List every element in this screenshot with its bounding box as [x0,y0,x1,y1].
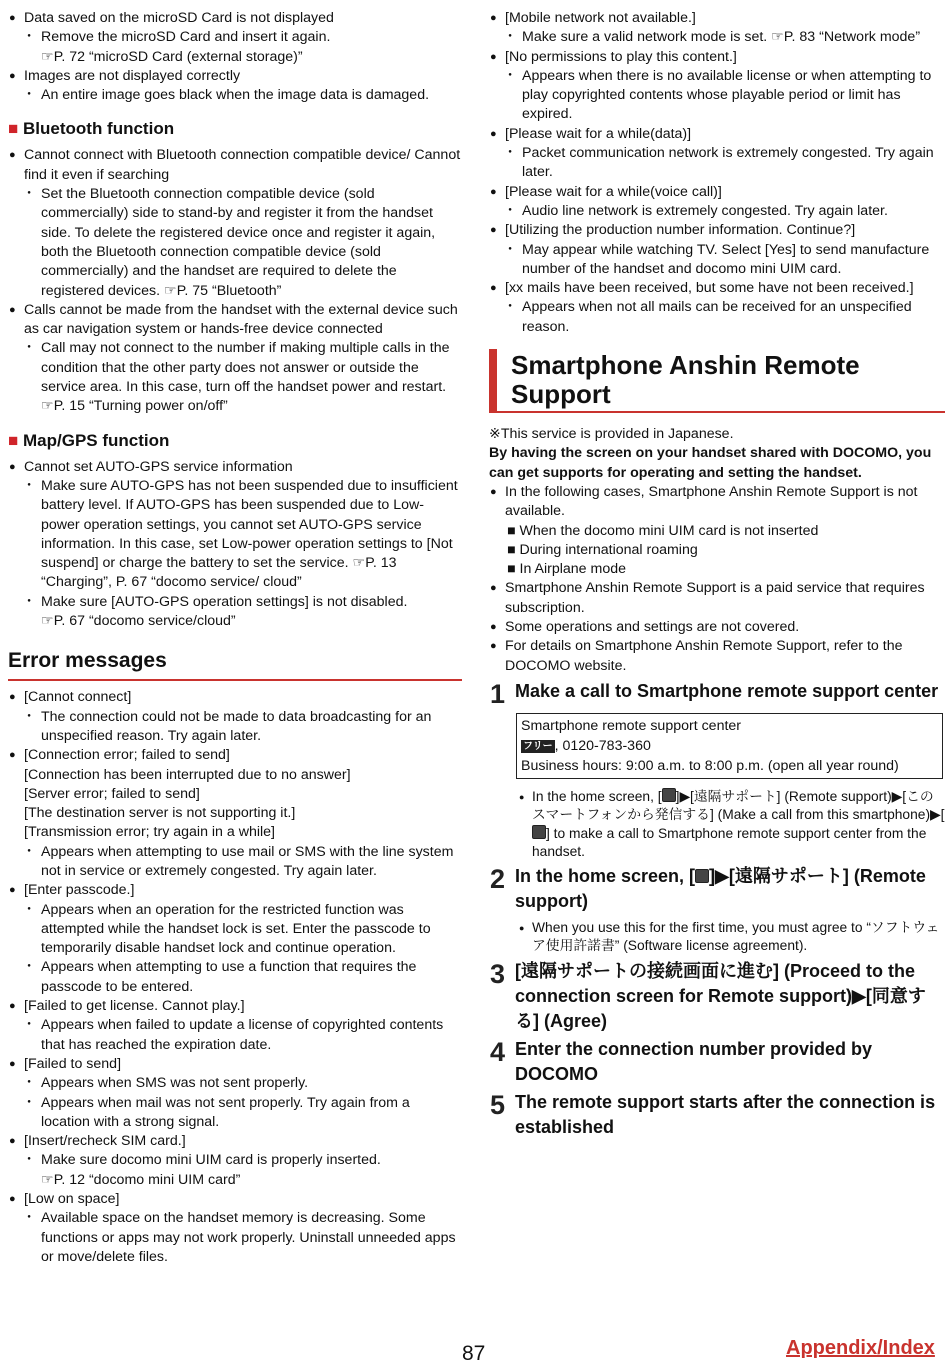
bullet-item: ● Cannot connect with Bluetooth connection compatible device/ Cannot find it even if searching [8,146,462,185]
bullet-item: ● [Cannot connect] [8,688,462,707]
list-line: ☞P. 72 “microSD Card (external storage)” [41,48,303,65]
detail-item: ・ Make sure AUTO-GPS has not been suspended due to insufficient battery level. If AUTO-GPS has been suspended due to Low-power operation settings, you cannot set AUTO-GPS service information. In this case, set Low-power operation settings to [Not suspend] or charge the battery to set the service. ☞P. 13 “Charging”, P. 67 “docomo service/ cloud” [8,477,462,593]
detail-item: ・ Make sure docomo mini UIM card is properly inserted. [8,1151,462,1170]
step-text: [遠隔サポートの接続画面に進む] (Proceed to the connection screen for Remote support)▶[同意する] (Agree) [515,960,926,1031]
page-number: 87 [462,1342,486,1365]
list-line: ■ In Airplane mode [507,561,626,578]
step-number: 3 [490,958,506,989]
detail-item: ・ Call may not connect to the number if making multiple calls in the condition that the other party does not answer or outside the service area. In this case, turn off the handset power and restart. ☞P. 15 “Turning power on/off” [8,339,462,416]
right-column [489,9,945,1140]
error-messages-heading: Error messages [8,649,462,681]
step-number: 2 [490,864,506,895]
support-center-box [516,713,943,779]
square-bullet-icon: ■ [8,430,19,450]
bullet-item: ● [Mobile network not available.] [489,9,945,28]
bullet-item: ● [No permissions to play this content.] [489,48,945,67]
bullet-item: ● [Enter passcode.] [8,881,462,900]
intro-bold: By having the screen on your handset shared with DOCOMO, you can get supports for operating and setting the handset. [489,445,932,481]
call-icon [532,825,546,839]
bullet-item: ● Some operations and settings are not covered. [489,618,945,637]
step-text: Make a call to Smartphone remote support center [515,680,939,701]
bullet-item: ● [Please wait for a while(data)] [489,125,945,144]
detail-item: ・ An entire image goes black when the image data is damaged. [8,86,462,105]
step-text: The remote support starts after the connection is established [515,1091,936,1137]
bullet-item: ● For details on Smartphone Anshin Remote Support, refer to the DOCOMO website. [489,637,945,676]
step1-note: ● In the home screen, [ ]▶[遠隔サポート] (Remote support)▶[このスマートフォンから発信する] (Make a call from this smartphone)▶[] to make a call to Smartphone remote support center from the handset. [489,788,945,861]
step-2: 2 In the home screen, [ ]▶[遠隔サポート] (Remote support) [490,864,926,912]
map-list [8,458,462,632]
detail-item: ・ Remove the microSD Card and insert it again. [8,28,462,47]
step2-note: ● When you use this for the first time, you must agree to “ソフトウェア使用許諾書” (Software license agreement). [489,919,945,956]
square-bullet-icon: ■ [8,119,19,139]
step-5 [489,1090,945,1140]
error-list [8,688,462,1267]
step-1 [489,678,945,709]
bullet-item: ● [Insert/recheck SIM card.] [8,1132,462,1151]
phone-number: 0120-783-360 [562,737,651,754]
bullet-item: ● [xx mails have been received, but some have not been received.] [489,279,945,298]
step-text: Enter the connection number provided by DOCOMO [515,1038,873,1084]
list-line: ☞P. 67 “docomo service/cloud” [41,613,236,630]
detail-item: ・ Make sure a valid network mode is set. ☞P. 83 “Network mode” [489,28,945,47]
step-number: 1 [490,678,506,709]
detail-item: ・ Packet communication network is extremely congested. Try again later. [489,144,945,183]
bullet-item: ● Calls cannot be made from the handset with the external device such as car navigation system or hands-free device connected [8,301,462,340]
bluetooth-heading: ■ Bluetooth function [8,119,175,139]
step-4 [489,1037,945,1087]
appendix-index-link[interactable]: Appendix/Index [786,1337,935,1359]
bullet-item: ● [Utilizing the production number information. Continue?] [489,221,945,240]
bullet-item: ● [Please wait for a while(voice call)] [489,183,945,202]
bullet-item: ● Cannot set AUTO-GPS service information [8,458,462,477]
detail-item: ・ Appears when not all mails can be received for an unspecified reason. [489,298,945,337]
list-line: [Transmission error; try again in a while] [24,824,275,841]
list-line: ☞P. 12 “docomo mini UIM card” [41,1171,241,1188]
step-3 [489,959,945,1034]
left-column [8,9,462,1267]
detail-item: ・ Appears when attempting to use mail or SMS with the line system not in service or extremely congested. Try again later. [8,843,462,882]
list-line: [Connection has been interrupted due to no answer] [24,766,351,783]
intro-list [8,9,462,105]
bullet-item: ● Data saved on the microSD Card is not displayed [8,9,462,28]
error-list-continued [489,9,945,337]
bullet-item: ● [Failed to send] [8,1055,462,1074]
app-icon [695,869,709,883]
bullet-item: ● [Failed to get license. Cannot play.] [8,997,462,1016]
detail-item: ・ Appears when attempting to use a function that requires the passcode to be entered. [8,958,462,997]
detail-item: ・ Appears when an operation for the restricted function was attempted while the handset lock is set. Enter the passcode to temporarily disable handset lock and continue operation. [8,901,462,959]
bullet-item: ● In the following cases, Smartphone Anshin Remote Support is not available. [489,483,945,522]
detail-item: ・ The connection could not be made to data broadcasting for an unspecified reason. Try again later. [8,708,462,747]
free-dial-icon: フリー [523,740,553,752]
service-note: ※This service is provided in Japanese. [489,426,734,443]
list-line: [Server error; failed to send] [24,785,200,802]
app-icon [662,788,676,802]
detail-item: ・ Audio line network is extremely congested. Try again later. [489,202,945,221]
box-phone-row: フリー , 0120-783-360 [523,737,651,754]
list-line: ■ During international roaming [507,541,698,558]
box-hours: Business hours: 9:00 a.m. to 8:00 p.m. (open all year round) [521,757,899,774]
step-number: 4 [490,1036,506,1067]
list-line: [The destination server is not supporting it.] [24,805,296,822]
detail-item: ・ May appear while watching TV. Select [Yes] to send manufacture number of the handset and docomo mini UIM card. [489,241,945,280]
remote-items-list [489,483,945,676]
detail-item: ・ Make sure [AUTO-GPS operation settings] is not disabled. [8,593,462,612]
detail-item: ・ Appears when there is no available license or when attempting to play copyrighted contents whose playable period or limit has expired. [489,67,945,125]
bullet-item: ● [Low on space] [8,1190,462,1209]
step-number: 5 [490,1089,506,1120]
list-line: ■ When the docomo mini UIM card is not inserted [507,522,819,539]
detail-item: ・ Set the Bluetooth connection compatible device (sold commercially) side to stand-by and register it from the handset side. To delete the registered device once and register it again, both the Bluetooth connection compatible device (sold commercially) and the handset are required to delete the registered devices. ☞P. 75 “Bluetooth” [8,185,462,301]
bullet-item: ● Images are not displayed correctly [8,67,462,86]
box-title: Smartphone remote support center [521,717,742,734]
map-heading: ■ Map/GPS function [8,430,170,450]
detail-item: ・ Appears when SMS was not sent properly. [8,1074,462,1093]
detail-item: ・ Appears when failed to update a license of copyrighted contents that has reached the expiration date. [8,1016,462,1055]
detail-item: ・ Appears when mail was not sent properly. Try again from a location with a strong signal. [8,1094,462,1133]
bullet-item: ● Smartphone Anshin Remote Support is a paid service that requires subscription. [489,579,945,618]
bullet-item: ● [Connection error; failed to send] [8,746,462,765]
detail-item: ・ Available space on the handset memory is decreasing. Some functions or apps may not work properly. Uninstall unneeded apps or move/delete files. [8,1209,462,1267]
remote-support-heading: Smartphone Anshin Remote Support [489,349,945,413]
bluetooth-list [8,146,462,416]
